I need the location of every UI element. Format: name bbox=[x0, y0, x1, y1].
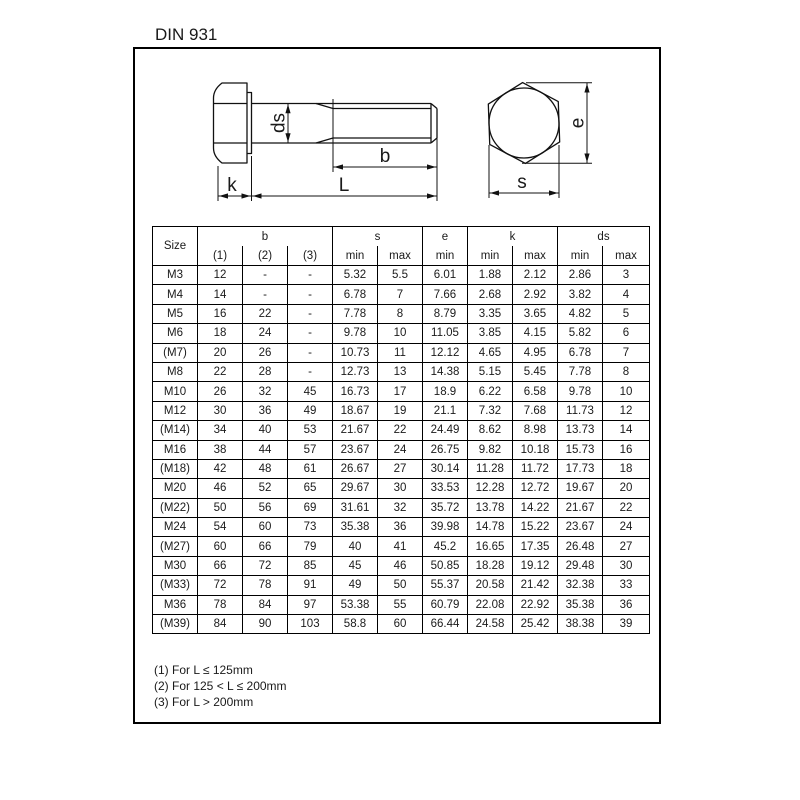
sub-header-s-min: min bbox=[333, 246, 378, 266]
table-row bbox=[153, 304, 650, 323]
dimension-arrow bbox=[242, 193, 251, 198]
dimension-arrow bbox=[427, 164, 436, 169]
size-cell: M3 bbox=[153, 266, 198, 285]
table-row bbox=[153, 479, 650, 498]
value-cell: - bbox=[243, 266, 288, 285]
sub-header-k-min: min bbox=[468, 246, 513, 266]
value-cell: 26 bbox=[243, 343, 288, 362]
value-cell: 66 bbox=[198, 556, 243, 575]
value-cell: 21.67 bbox=[333, 421, 378, 440]
value-cell: 26.75 bbox=[423, 440, 468, 459]
table-row bbox=[153, 556, 650, 575]
table-row bbox=[153, 285, 650, 304]
bolt-end-view bbox=[488, 81, 561, 164]
table-row bbox=[153, 615, 650, 634]
table-row bbox=[153, 421, 650, 440]
value-cell: 4.15 bbox=[513, 324, 558, 343]
dim-label-ds: ds bbox=[268, 112, 290, 134]
footnote: (2) For 125 < L ≤ 200mm bbox=[154, 679, 287, 694]
value-cell: 35.72 bbox=[423, 498, 468, 517]
value-cell: 32.38 bbox=[558, 576, 603, 595]
value-cell: 6.01 bbox=[423, 266, 468, 285]
value-cell: 72 bbox=[243, 556, 288, 575]
value-cell: 16.73 bbox=[333, 382, 378, 401]
size-cell: M24 bbox=[153, 518, 198, 537]
value-cell: 7 bbox=[378, 285, 423, 304]
value-cell: 2.92 bbox=[513, 285, 558, 304]
value-cell: 21.42 bbox=[513, 576, 558, 595]
value-cell: 8 bbox=[378, 304, 423, 323]
value-cell: - bbox=[288, 343, 333, 362]
value-cell: 91 bbox=[288, 576, 333, 595]
value-cell: 66.44 bbox=[423, 615, 468, 634]
end-view-dimensions bbox=[489, 83, 592, 198]
dimension-arrow bbox=[253, 193, 262, 198]
value-cell: 4.82 bbox=[558, 304, 603, 323]
value-cell: 14.38 bbox=[423, 362, 468, 381]
value-cell: 69 bbox=[288, 498, 333, 517]
value-cell: 8.98 bbox=[513, 421, 558, 440]
value-cell: 38 bbox=[198, 440, 243, 459]
value-cell: 22 bbox=[603, 498, 650, 517]
dim-label-b: b bbox=[379, 146, 391, 167]
value-cell: 30 bbox=[603, 556, 650, 575]
value-cell: 32 bbox=[243, 382, 288, 401]
value-cell: 10 bbox=[378, 324, 423, 343]
value-cell: 53 bbox=[288, 421, 333, 440]
dimension-arrow bbox=[427, 193, 436, 198]
value-cell: 60 bbox=[243, 518, 288, 537]
hex-head-outline bbox=[214, 83, 248, 163]
value-cell: 30 bbox=[378, 479, 423, 498]
value-cell: 65 bbox=[288, 479, 333, 498]
value-cell: 27 bbox=[603, 537, 650, 556]
value-cell: - bbox=[288, 285, 333, 304]
value-cell: - bbox=[288, 304, 333, 323]
value-cell: 32 bbox=[378, 498, 423, 517]
value-cell: 78 bbox=[198, 595, 243, 614]
value-cell: 40 bbox=[333, 537, 378, 556]
value-cell: - bbox=[288, 324, 333, 343]
hex-head-hexagon bbox=[488, 81, 561, 164]
size-cell: M10 bbox=[153, 382, 198, 401]
col-group-s: s bbox=[333, 227, 423, 247]
value-cell: 33 bbox=[603, 576, 650, 595]
value-cell: 38.38 bbox=[558, 615, 603, 634]
value-cell: 40 bbox=[243, 421, 288, 440]
sub-header-k-max: max bbox=[513, 246, 558, 266]
value-cell: 52 bbox=[243, 479, 288, 498]
value-cell: 49 bbox=[333, 576, 378, 595]
value-cell: 12 bbox=[603, 401, 650, 420]
table-row bbox=[153, 459, 650, 478]
value-cell: 5.32 bbox=[333, 266, 378, 285]
sub-header-s-max: max bbox=[378, 246, 423, 266]
value-cell: 12.73 bbox=[333, 362, 378, 381]
dimension-arrow bbox=[490, 190, 499, 195]
value-cell: 12 bbox=[198, 266, 243, 285]
value-cell: 16 bbox=[198, 304, 243, 323]
dimension-arrow bbox=[584, 84, 589, 93]
value-cell: 66 bbox=[243, 537, 288, 556]
value-cell: 5.15 bbox=[468, 362, 513, 381]
size-cell: M20 bbox=[153, 479, 198, 498]
value-cell: 18.9 bbox=[423, 382, 468, 401]
size-cell: M12 bbox=[153, 401, 198, 420]
value-cell: 11.05 bbox=[423, 324, 468, 343]
dim-label-s: s bbox=[517, 172, 527, 193]
dim-label-L: L bbox=[338, 175, 350, 196]
size-cell: (M14) bbox=[153, 421, 198, 440]
table-row bbox=[153, 266, 650, 285]
dimensions-table bbox=[152, 226, 650, 634]
value-cell: 15.22 bbox=[513, 518, 558, 537]
size-cell: M8 bbox=[153, 362, 198, 381]
sub-header-b3: (3) bbox=[288, 246, 333, 266]
value-cell: 10 bbox=[603, 382, 650, 401]
value-cell: 7.68 bbox=[513, 401, 558, 420]
value-cell: 60 bbox=[198, 537, 243, 556]
value-cell: 19.67 bbox=[558, 479, 603, 498]
value-cell: 5.45 bbox=[513, 362, 558, 381]
dim-label-e: e bbox=[567, 117, 589, 129]
value-cell: 50 bbox=[198, 498, 243, 517]
size-cell: M6 bbox=[153, 324, 198, 343]
table-header bbox=[153, 227, 650, 266]
value-cell: 26.67 bbox=[333, 459, 378, 478]
value-cell: 90 bbox=[243, 615, 288, 634]
value-cell: 58.8 bbox=[333, 615, 378, 634]
value-cell: 5 bbox=[603, 304, 650, 323]
value-cell: 18.28 bbox=[468, 556, 513, 575]
value-cell: 35.38 bbox=[333, 518, 378, 537]
value-cell: 14 bbox=[198, 285, 243, 304]
value-cell: 5.82 bbox=[558, 324, 603, 343]
table-row bbox=[153, 576, 650, 595]
col-group-k: k bbox=[468, 227, 558, 247]
value-cell: 31.61 bbox=[333, 498, 378, 517]
value-cell: 17.73 bbox=[558, 459, 603, 478]
value-cell: 49 bbox=[288, 401, 333, 420]
value-cell: 6.78 bbox=[333, 285, 378, 304]
dimension-arrow bbox=[584, 154, 589, 163]
footnote: (3) For L > 200mm bbox=[154, 695, 254, 710]
bolt-drawing bbox=[133, 47, 660, 222]
table-row bbox=[153, 595, 650, 614]
value-cell: 19 bbox=[378, 401, 423, 420]
sub-header-b2: (2) bbox=[243, 246, 288, 266]
value-cell: 24.49 bbox=[423, 421, 468, 440]
value-cell: - bbox=[243, 285, 288, 304]
value-cell: 3.85 bbox=[468, 324, 513, 343]
value-cell: 35.38 bbox=[558, 595, 603, 614]
dimension-arrow bbox=[285, 104, 290, 113]
size-cell: (M27) bbox=[153, 537, 198, 556]
value-cell: 14 bbox=[603, 421, 650, 440]
value-cell: 18 bbox=[603, 459, 650, 478]
footnote: (1) For L ≤ 125mm bbox=[154, 663, 253, 677]
size-cell: M5 bbox=[153, 304, 198, 323]
table-row bbox=[153, 537, 650, 556]
value-cell: 54 bbox=[198, 518, 243, 537]
value-cell: 24 bbox=[603, 518, 650, 537]
value-cell: 24.58 bbox=[468, 615, 513, 634]
value-cell: 2.68 bbox=[468, 285, 513, 304]
value-cell: 3.82 bbox=[558, 285, 603, 304]
value-cell: 11.73 bbox=[558, 401, 603, 420]
table-row bbox=[153, 498, 650, 517]
value-cell: 6.22 bbox=[468, 382, 513, 401]
value-cell: 10.18 bbox=[513, 440, 558, 459]
value-cell: 16 bbox=[603, 440, 650, 459]
value-cell: 14.22 bbox=[513, 498, 558, 517]
table-row bbox=[153, 440, 650, 459]
bolt-side-view bbox=[214, 83, 438, 163]
value-cell: 55 bbox=[378, 595, 423, 614]
value-cell: 9.78 bbox=[558, 382, 603, 401]
value-cell: 15.73 bbox=[558, 440, 603, 459]
size-cell: M16 bbox=[153, 440, 198, 459]
value-cell: 55.37 bbox=[423, 576, 468, 595]
value-cell: 46 bbox=[378, 556, 423, 575]
size-cell: (M33) bbox=[153, 576, 198, 595]
value-cell: 84 bbox=[243, 595, 288, 614]
value-cell: 103 bbox=[288, 615, 333, 634]
value-cell: 50 bbox=[378, 576, 423, 595]
value-cell: 53.38 bbox=[333, 595, 378, 614]
value-cell: 20 bbox=[603, 479, 650, 498]
value-cell: 41 bbox=[378, 537, 423, 556]
value-cell: 1.88 bbox=[468, 266, 513, 285]
value-cell: 7.78 bbox=[558, 362, 603, 381]
value-cell: 9.78 bbox=[333, 324, 378, 343]
value-cell: 8.62 bbox=[468, 421, 513, 440]
value-cell: 8 bbox=[603, 362, 650, 381]
bolt-thread bbox=[316, 104, 437, 144]
value-cell: 61 bbox=[288, 459, 333, 478]
col-group-b: b bbox=[198, 227, 333, 247]
value-cell: 4.95 bbox=[513, 343, 558, 362]
value-cell: 36 bbox=[243, 401, 288, 420]
value-cell: 7 bbox=[603, 343, 650, 362]
dimension-arrow bbox=[334, 164, 343, 169]
dimension-lines-end bbox=[489, 83, 592, 198]
value-cell: 24 bbox=[378, 440, 423, 459]
value-cell: 45.2 bbox=[423, 537, 468, 556]
value-cell: 36 bbox=[378, 518, 423, 537]
sub-header-e-min: min bbox=[423, 246, 468, 266]
value-cell: 45 bbox=[333, 556, 378, 575]
washer-face bbox=[247, 93, 252, 154]
value-cell: 7.78 bbox=[333, 304, 378, 323]
value-cell: 13 bbox=[378, 362, 423, 381]
value-cell: 5.5 bbox=[378, 266, 423, 285]
value-cell: 27 bbox=[378, 459, 423, 478]
value-cell: 3.65 bbox=[513, 304, 558, 323]
dimension-arrow bbox=[549, 190, 558, 195]
value-cell: 20 bbox=[198, 343, 243, 362]
size-cell: (M39) bbox=[153, 615, 198, 634]
table-row bbox=[153, 324, 650, 343]
table-body bbox=[153, 266, 650, 634]
value-cell: 24 bbox=[243, 324, 288, 343]
value-cell: 39.98 bbox=[423, 518, 468, 537]
value-cell: 9.82 bbox=[468, 440, 513, 459]
value-cell: 2.86 bbox=[558, 266, 603, 285]
dim-label-k: k bbox=[227, 175, 237, 196]
table-row bbox=[153, 343, 650, 362]
value-cell: 73 bbox=[288, 518, 333, 537]
value-cell: 97 bbox=[288, 595, 333, 614]
size-cell: M4 bbox=[153, 285, 198, 304]
value-cell: 57 bbox=[288, 440, 333, 459]
table-row bbox=[153, 518, 650, 537]
value-cell: 10.73 bbox=[333, 343, 378, 362]
size-cell: (M7) bbox=[153, 343, 198, 362]
value-cell: 17 bbox=[378, 382, 423, 401]
value-cell: 33.53 bbox=[423, 479, 468, 498]
value-cell: 6 bbox=[603, 324, 650, 343]
value-cell: 56 bbox=[243, 498, 288, 517]
value-cell: 23.67 bbox=[558, 518, 603, 537]
value-cell: 18.67 bbox=[333, 401, 378, 420]
value-cell: 3 bbox=[603, 266, 650, 285]
header-sub-row bbox=[153, 246, 650, 266]
value-cell: - bbox=[288, 266, 333, 285]
value-cell: 26 bbox=[198, 382, 243, 401]
value-cell: 85 bbox=[288, 556, 333, 575]
value-cell: 84 bbox=[198, 615, 243, 634]
value-cell: 25.42 bbox=[513, 615, 558, 634]
table-row bbox=[153, 382, 650, 401]
value-cell: 12.28 bbox=[468, 479, 513, 498]
hex-head-facet-lines bbox=[214, 104, 247, 144]
value-cell: 4 bbox=[603, 285, 650, 304]
footnotes bbox=[154, 662, 287, 711]
value-cell: 44 bbox=[243, 440, 288, 459]
value-cell: 60 bbox=[378, 615, 423, 634]
value-cell: 29.67 bbox=[333, 479, 378, 498]
sub-header-b1: (1) bbox=[198, 246, 243, 266]
value-cell: 46 bbox=[198, 479, 243, 498]
value-cell: 20.58 bbox=[468, 576, 513, 595]
col-group-e: e bbox=[423, 227, 468, 247]
value-cell: 48 bbox=[243, 459, 288, 478]
value-cell: 14.78 bbox=[468, 518, 513, 537]
value-cell: 26.48 bbox=[558, 537, 603, 556]
value-cell: 21.1 bbox=[423, 401, 468, 420]
value-cell: 42 bbox=[198, 459, 243, 478]
size-cell: (M18) bbox=[153, 459, 198, 478]
value-cell: 23.67 bbox=[333, 440, 378, 459]
value-cell: 18 bbox=[198, 324, 243, 343]
value-cell: 36 bbox=[603, 595, 650, 614]
value-cell: 12.12 bbox=[423, 343, 468, 362]
value-cell: 16.65 bbox=[468, 537, 513, 556]
size-cell: M36 bbox=[153, 595, 198, 614]
value-cell: - bbox=[288, 362, 333, 381]
value-cell: 50.85 bbox=[423, 556, 468, 575]
value-cell: 21.67 bbox=[558, 498, 603, 517]
value-cell: 45 bbox=[288, 382, 333, 401]
value-cell: 30.14 bbox=[423, 459, 468, 478]
table-row bbox=[153, 401, 650, 420]
value-cell: 28 bbox=[243, 362, 288, 381]
value-cell: 39 bbox=[603, 615, 650, 634]
value-cell: 7.66 bbox=[423, 285, 468, 304]
value-cell: 13.73 bbox=[558, 421, 603, 440]
value-cell: 17.35 bbox=[513, 537, 558, 556]
table-row bbox=[153, 362, 650, 381]
value-cell: 78 bbox=[243, 576, 288, 595]
head-inscribed-circle bbox=[489, 88, 559, 158]
size-cell: M30 bbox=[153, 556, 198, 575]
value-cell: 7.32 bbox=[468, 401, 513, 420]
value-cell: 13.78 bbox=[468, 498, 513, 517]
size-cell: (M22) bbox=[153, 498, 198, 517]
value-cell: 6.78 bbox=[558, 343, 603, 362]
dimension-arrow bbox=[285, 133, 290, 142]
value-cell: 11.72 bbox=[513, 459, 558, 478]
value-cell: 34 bbox=[198, 421, 243, 440]
value-cell: 8.79 bbox=[423, 304, 468, 323]
sub-header-ds-min: min bbox=[558, 246, 603, 266]
header-group-row bbox=[153, 227, 650, 247]
value-cell: 72 bbox=[198, 576, 243, 595]
value-cell: 12.72 bbox=[513, 479, 558, 498]
value-cell: 19.12 bbox=[513, 556, 558, 575]
value-cell: 6.58 bbox=[513, 382, 558, 401]
value-cell: 11.28 bbox=[468, 459, 513, 478]
value-cell: 22.08 bbox=[468, 595, 513, 614]
value-cell: 22 bbox=[243, 304, 288, 323]
value-cell: 79 bbox=[288, 537, 333, 556]
value-cell: 11 bbox=[378, 343, 423, 362]
value-cell: 22.92 bbox=[513, 595, 558, 614]
col-header-size: Size bbox=[153, 227, 198, 266]
value-cell: 60.79 bbox=[423, 595, 468, 614]
value-cell: 30 bbox=[198, 401, 243, 420]
page-title: DIN 931 bbox=[155, 25, 218, 44]
col-group-ds: ds bbox=[558, 227, 650, 247]
sub-header-ds-max: max bbox=[603, 246, 650, 266]
value-cell: 2.12 bbox=[513, 266, 558, 285]
value-cell: 4.65 bbox=[468, 343, 513, 362]
value-cell: 22 bbox=[198, 362, 243, 381]
value-cell: 29.48 bbox=[558, 556, 603, 575]
value-cell: 3.35 bbox=[468, 304, 513, 323]
value-cell: 22 bbox=[378, 421, 423, 440]
